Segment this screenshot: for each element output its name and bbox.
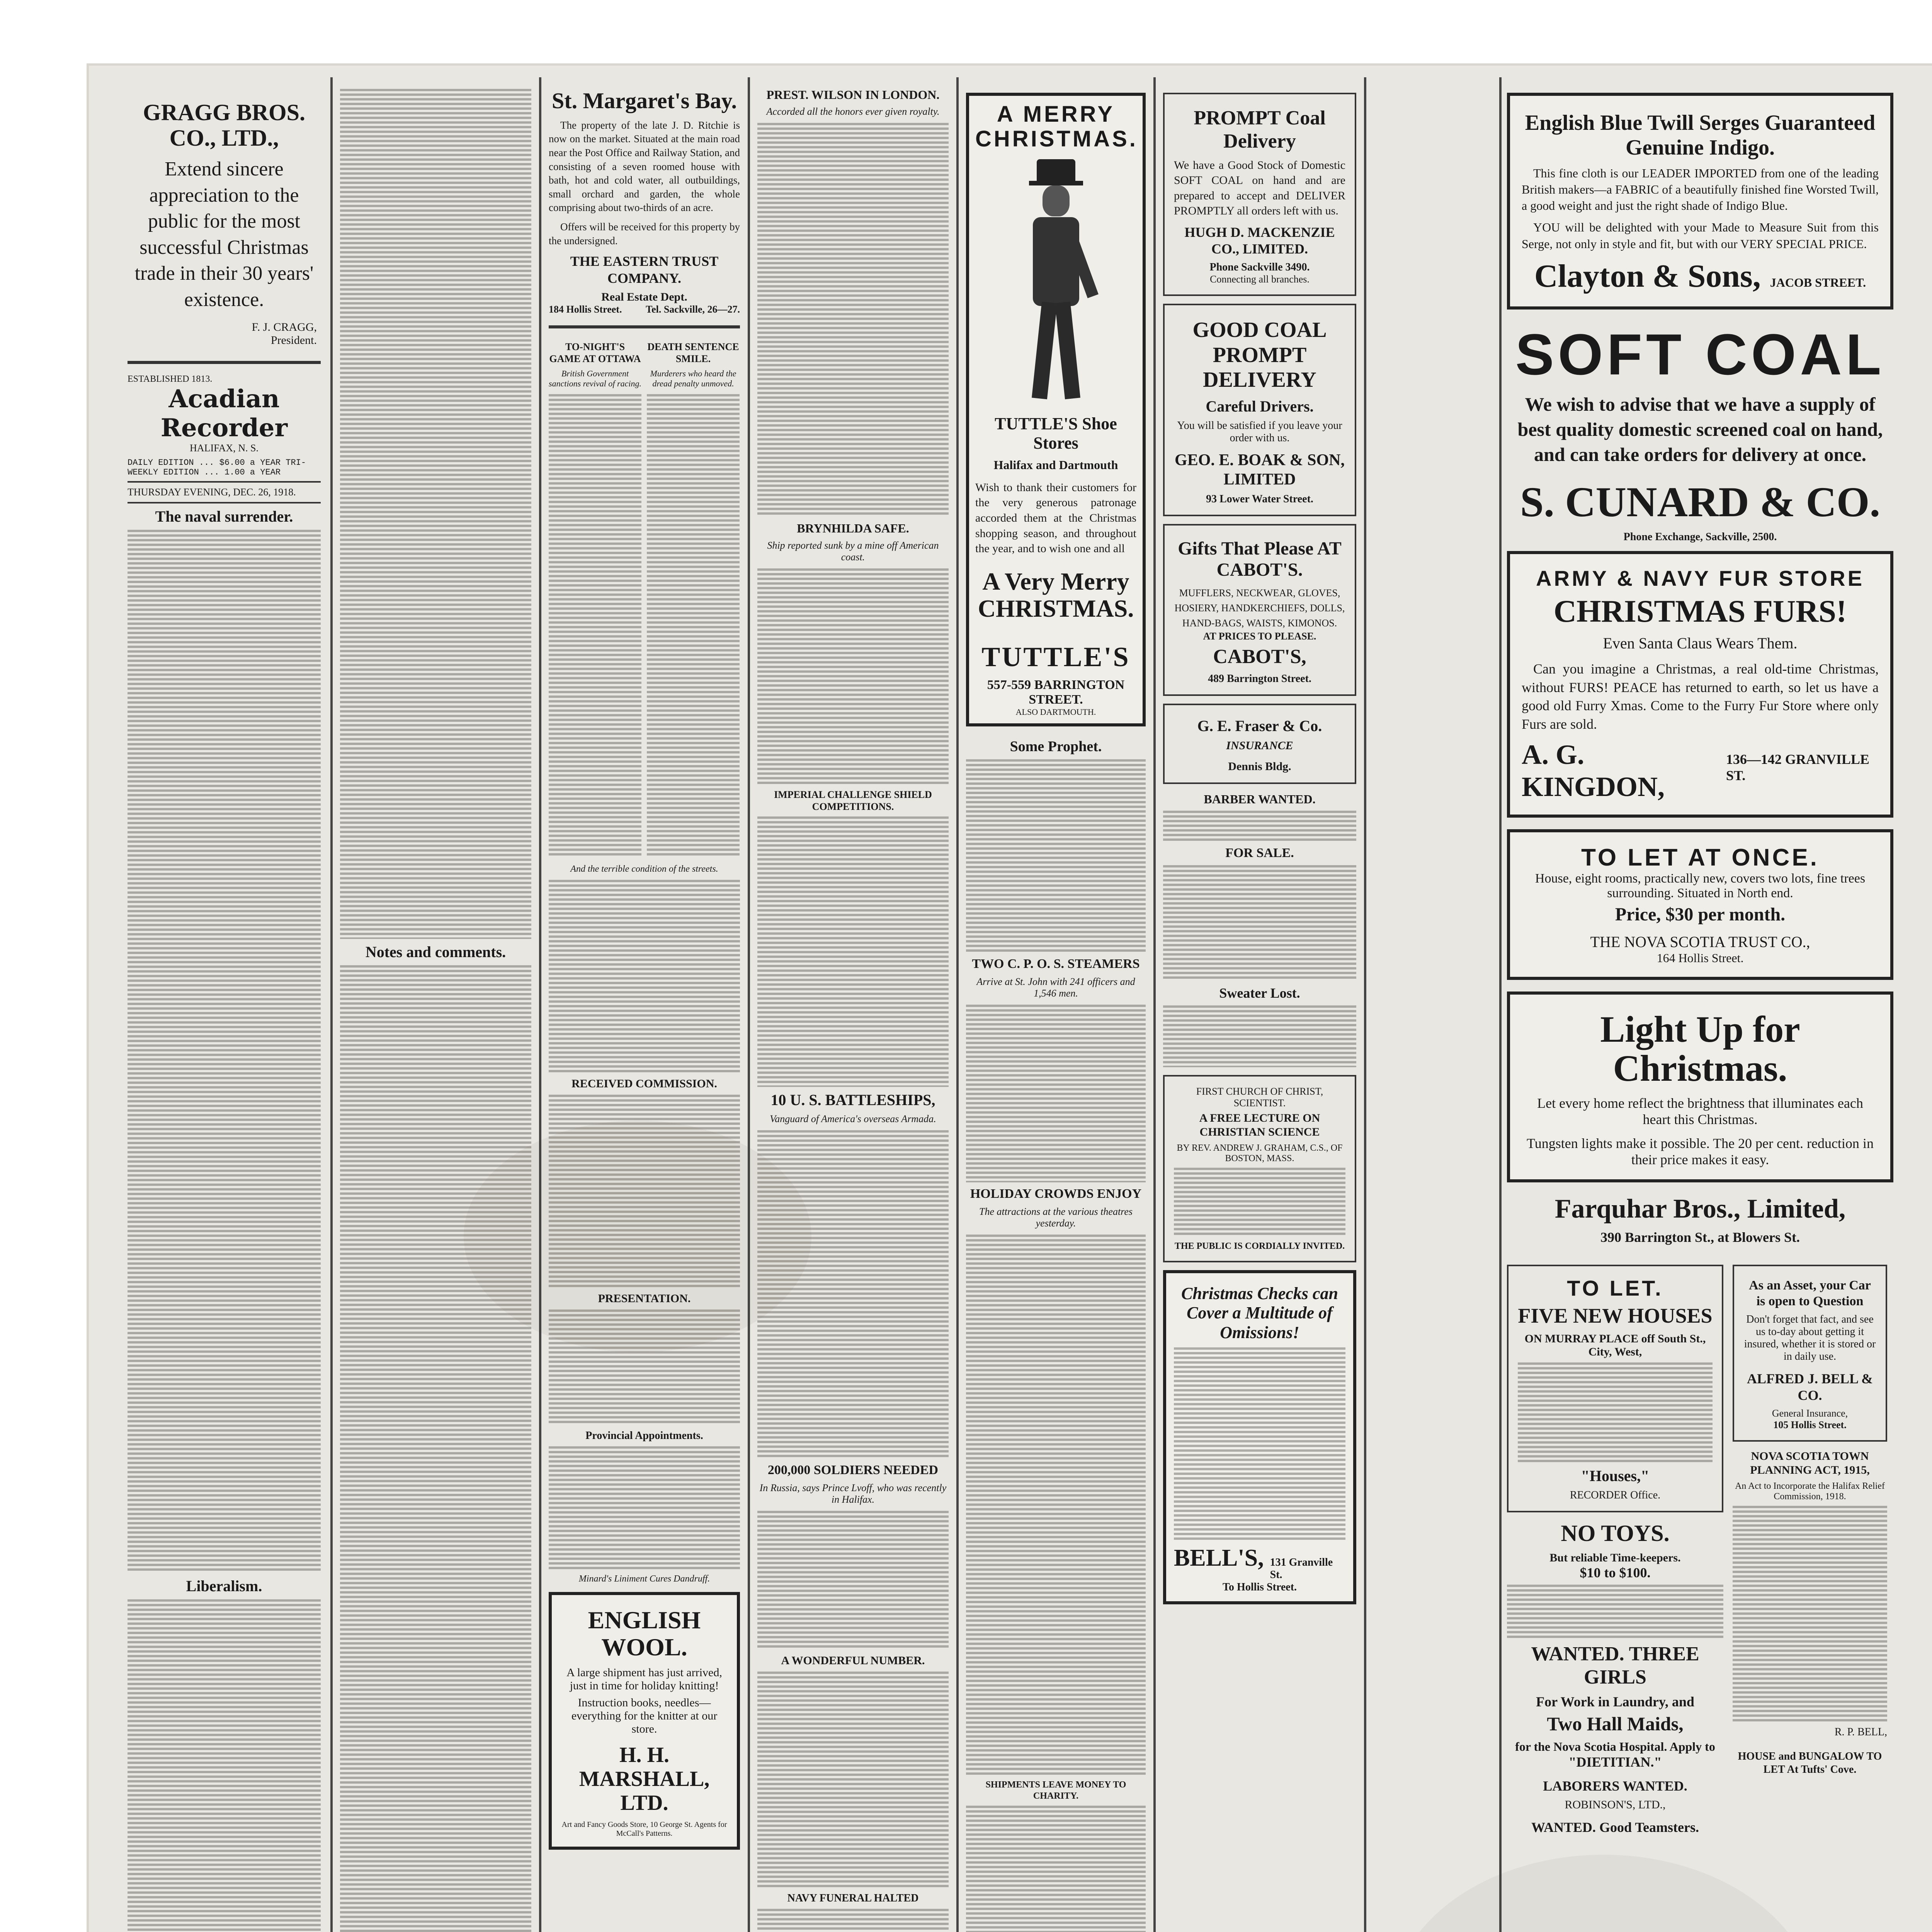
gifts-heading: Gifts That Please AT CABOT'S. (1178, 538, 1342, 580)
death-article (647, 338, 740, 862)
article-text-block (549, 394, 641, 858)
article-text-block (966, 1235, 1146, 1776)
divider (128, 502, 321, 503)
robinsons-name: ROBINSON'S, LTD., (1565, 1798, 1666, 1811)
fraser-insurance: INSURANCE (1226, 739, 1293, 752)
ottawa-sub: British Government sanctions revival of racing. (549, 369, 641, 389)
cpos-sub: Arrive at St. John with 241 officers and 1,546 men. (976, 976, 1135, 999)
checks-heading: Christmas Checks can Cover a Multitude of Omissions! (1181, 1284, 1338, 1342)
sweater-heading: Sweater Lost. (1219, 985, 1300, 1001)
eastern-trust-tel: Tel. Sackville, 26—27. (646, 303, 740, 315)
timekeepers: But reliable Time-keepers. (1549, 1551, 1681, 1565)
english-wool-ad (549, 1592, 740, 1850)
cpos-heading: TWO C. P. O. S. STEAMERS (972, 957, 1140, 971)
to-let-once-ad (1507, 829, 1893, 980)
funeral-heading: NAVY FUNERAL HALTED (787, 1892, 919, 1904)
boak-addr: 93 Lower Water Street. (1206, 493, 1313, 505)
eastern-trust-address: 184 Hollis Street. (549, 303, 622, 315)
light-up-ad (1507, 992, 1893, 1182)
column-1 (128, 85, 321, 1932)
gifts-list: MUFFLERS, NECKWEAR, GLOVES, HOSIERY, HANDKERCHIEFS, DOLLS, HAND-BAGS, WAISTS, KIMONOS. (1174, 587, 1345, 629)
cunard-phone: Phone Exchange, Sackville, 2500. (1623, 531, 1777, 543)
clayton-name: Clayton & Sons, (1534, 258, 1761, 294)
lecture-by: BY REV. ANDREW J. GRAHAM, C.S., OF BOSTON, MASS. (1177, 1143, 1343, 1163)
street-lighting-sub: And the terrible condition of the streets. (570, 864, 718, 874)
wanted-girls: WANTED. THREE GIRLS (1531, 1643, 1699, 1688)
man-illustration (1014, 159, 1099, 406)
english-wool-body: A large shipment has just arrived, just in time for holiday knitting! (566, 1666, 722, 1692)
imperial-heading: IMPERIAL CHALLENGE SHIELD COMPETITIONS. (774, 789, 932, 812)
holiday-heading: HOLIDAY CROWDS ENJOY (970, 1187, 1142, 1201)
church-name: FIRST CHURCH OF CHRIST, SCIENTIST. (1196, 1085, 1323, 1109)
bottom-ads-row (1507, 1257, 1893, 1840)
hospital-line: for the Nova Scotia Hospital. Apply to (1515, 1740, 1715, 1754)
bell-insurance-ad (1733, 1265, 1887, 1442)
mackenzie-branch: Connecting all branches. (1210, 274, 1310, 285)
masthead-date: THURSDAY EVENING, DEC. 26, 1918. (128, 486, 296, 498)
phillips-signature: R. P. BELL, (1834, 1726, 1887, 1738)
article-text-block (128, 530, 321, 1573)
tuttle-city: Halifax and Dartmouth (993, 457, 1118, 472)
prompt-body: We have a Good Stock of Domestic SOFT COAL on hand and are prepared to accept and DELIVER PROMPTLY all orders left with us. (1174, 158, 1345, 218)
mackenzie-ad (1163, 93, 1356, 296)
light-up-heading: Light Up for Christmas. (1600, 1009, 1800, 1089)
tuttle-addr: 557-559 BARRINGTON STREET. (987, 677, 1125, 707)
st-margarets-offers: Offers will be received for this property by the undersigned. (549, 221, 740, 247)
mackenzie-name: HUGH D. MACKENZIE CO., LIMITED. (1184, 224, 1335, 257)
article-text-block (757, 1909, 949, 1932)
st-margarets-title: St. Margaret's Bay. (552, 88, 737, 113)
holiday-sub: The attractions at the various theatres yesterday. (979, 1206, 1133, 1229)
column-7 (1507, 85, 1893, 1932)
bells-name: BELL'S, (1174, 1544, 1264, 1571)
serges-heading: English Blue Twill Serges Guaranteed Genuine Indigo. (1525, 111, 1876, 160)
presentation-heading: PRESENTATION. (598, 1292, 691, 1305)
gragg-signature-title: President. (270, 333, 317, 347)
column-rule (1364, 77, 1366, 1932)
article-text-block (1733, 1506, 1887, 1722)
house-bungalow: HOUSE and BUNGALOW TO LET At Tufts' Cove. (1738, 1750, 1882, 1776)
death-sub: Murderers who heard the dread penalty unmoved. (650, 369, 736, 389)
tuttle-also: ALSO DARTMOUTH. (1015, 707, 1096, 717)
naval-surrender-heading: The naval surrender. (155, 507, 293, 525)
gragg-ad (128, 93, 321, 351)
masthead-place: HALIFAX, N. S. (190, 442, 259, 454)
notes-comments-heading: Notes and comments. (365, 943, 506, 961)
article-text-block (966, 1806, 1146, 1932)
article-text-block (966, 759, 1146, 952)
careful-drivers: Careful Drivers. (1206, 397, 1314, 415)
soft-coal-heading: SOFT COAL (1515, 321, 1885, 387)
clayton-ad (1507, 93, 1893, 310)
cunard-name: S. CUNARD & CO. (1520, 478, 1880, 526)
kingdon-addr: 136—142 GRANVILLE ST. (1726, 752, 1869, 784)
article-text-block (757, 568, 949, 785)
column-rule (1153, 77, 1156, 1932)
masthead-established: ESTABLISHED 1813. (128, 374, 213, 384)
column-rule (330, 77, 333, 1932)
shipments-heading: SHIPMENTS LEAVE MONEY TO CHARITY. (985, 1779, 1126, 1801)
light-body2: Tungsten lights make it possible. The 20 per cent. reduction in their price makes it easy. (1527, 1135, 1874, 1167)
liberalism-heading: Liberalism. (186, 1577, 262, 1595)
article-text-block (757, 1511, 949, 1650)
english-wool-body2: Instruction books, needles—everything for the knitter at our store. (571, 1696, 718, 1736)
article-text-block (1507, 1585, 1723, 1639)
brynhilda-heading: BRYNHILDA SAFE. (797, 521, 909, 536)
serges-body: This fine cloth is our LEADER IMPORTED from one of the leading British makers—a FABRIC of a beautifully finished fine Worsted Twill, a good weight and just the right shade of Indigo Blue. (1522, 166, 1879, 213)
maids-line: Two Hall Maids, (1547, 1713, 1684, 1735)
for-sale-heading: FOR SALE. (1225, 845, 1294, 860)
clayton-sign (1522, 257, 1879, 295)
provincial-heading: Provincial Appointments. (585, 1430, 703, 1442)
serges-body2: YOU will be delighted with your Made to Measure Suit from this Serge, not only in style and fit, but with our VERY SPECIAL PRICE. (1522, 220, 1879, 251)
farquhar-name: Farquhar Bros., Limited, (1554, 1194, 1846, 1224)
article-text-block (757, 123, 949, 517)
column-6 (1163, 85, 1356, 1932)
army-navy-heading: ARMY & NAVY FUR STORE (1536, 566, 1864, 590)
article-text-block (757, 816, 949, 1087)
soldiers-sub: In Russia, says Prince Lvoff, who was recently in Halifax. (759, 1482, 947, 1505)
wilson-sub: Accorded all the honors ever given royalty. (766, 106, 940, 117)
kingdon-name: A. G. KINGDON, (1522, 739, 1665, 803)
gifts-prices: AT PRICES TO PLEASE. (1203, 630, 1316, 642)
fraser-dennis: Dennis Bldg. (1228, 760, 1291, 773)
article-text-block (757, 1672, 949, 1888)
no-toys-heading: NO TOYS. (1561, 1520, 1670, 1546)
column-rule (1499, 77, 1502, 1932)
article-text-block (757, 1130, 949, 1459)
wonderful-heading: A WONDERFUL NUMBER. (781, 1654, 925, 1667)
column-rule (748, 77, 750, 1932)
marshall-name: H. H. MARSHALL, LTD. (579, 1743, 710, 1815)
divider (128, 481, 321, 483)
boak-ad (1163, 304, 1356, 516)
nova-trust-addr: 164 Hollis Street. (1656, 951, 1744, 965)
english-wool-title: ENGLISH WOOL. (588, 1606, 701, 1661)
bottom-right-ads (1733, 1257, 1887, 1840)
masthead-rates: DAILY EDITION ... $6.00 a YEAR TRI-WEEKLY EDITION ... 1.00 a YEAR (128, 457, 306, 477)
article-text-block (1518, 1362, 1713, 1463)
bells-ad (1163, 1270, 1356, 1604)
kingdon-sign (1522, 739, 1879, 803)
article-text-block (1174, 1168, 1345, 1237)
article-text-block (1163, 865, 1356, 981)
laborers-heading: LABORERS WANTED. (1543, 1778, 1687, 1794)
houses-ad (1507, 1265, 1723, 1512)
five-houses: FIVE NEW HOUSES (1518, 1304, 1713, 1327)
to-let-body: House, eight rooms, practically new, covers two lots, fine trees surrounding. Situated in North end. (1535, 871, 1866, 901)
cabots-addr: 489 Barrington Street. (1208, 673, 1311, 685)
cabots-name: CABOT'S, (1213, 645, 1306, 668)
article-text-block (1163, 1005, 1356, 1067)
bell-addr: 105 Hollis Street. (1773, 1419, 1847, 1430)
to-let-once-heading: TO LET AT ONCE. (1581, 844, 1819, 871)
article-text-block (340, 965, 531, 1932)
good-coal-heading: GOOD COAL PROMPT DELIVERY (1192, 318, 1327, 392)
article-text-block (549, 1310, 740, 1425)
prophet-heading: Some Prophet. (1010, 738, 1102, 755)
soft-coal-body: We wish to advise that we have a supply of best quality domestic screened coal on hand, and can take orders for delivery at once. (1517, 393, 1883, 465)
column-5 (966, 85, 1146, 1932)
two-column-row (549, 338, 740, 862)
tuttle-name: TUTTLE'S Shoe Stores (995, 414, 1117, 453)
houses-recorder: "Houses," (1581, 1467, 1650, 1485)
eastern-trust-contact (549, 304, 740, 315)
laundry-line: For Work in Laundry, and (1536, 1694, 1694, 1709)
article-text-block (549, 1095, 740, 1288)
minard-footer: Minard's Liniment Cures Dandruff. (578, 1573, 710, 1584)
murray-place: ON MURRAY PLACE off South St., City, West, (1524, 1332, 1706, 1359)
to-let-price: Price, $30 per month. (1615, 904, 1786, 925)
wilson-heading: PREST. WILSON IN LONDON. (766, 88, 940, 102)
bells-sub: To Hollis Street. (1222, 1581, 1297, 1593)
article-text-block (1163, 811, 1356, 842)
divider (128, 361, 321, 364)
divider (549, 325, 740, 328)
christmas-furs: CHRISTMAS FURS! (1553, 593, 1847, 629)
st-margarets-body: The property of the late J. D. Ritchie is now on the market. Situated at the main road near the Post Office and Railway Station, and consisting of a seven roomed house with bath, hot and cold water, all outbuildings, small orchard and garden, the whole comprising about two-thirds of an acre. (549, 119, 740, 214)
gragg-message: Extend sincere appreciation to the public for the most successful Christmas trade in their 30 years' existence. (134, 158, 314, 311)
cabots-ad (1163, 524, 1356, 696)
planning-sub: An Act to Incorporate the Halifax Relief Commission, 1918. (1735, 1481, 1885, 1502)
tuttle-big: TUTTLE'S (981, 641, 1130, 672)
merry-christmas-banner: A MERRY CHRISTMAS. (975, 102, 1138, 151)
ottawa-heading: TO-NIGHT'S GAME AT OTTAWA (549, 341, 641, 364)
nova-trust-name: THE NOVA SCOTIA TRUST CO., (1590, 933, 1810, 951)
battleships-sub: Vanguard of America's overseas Armada. (770, 1113, 936, 1125)
masthead-title: Acadian Recorder (160, 384, 288, 442)
article-text-block (340, 89, 531, 939)
ottawa-article (549, 338, 641, 862)
column-rule (956, 77, 959, 1932)
article-text-block (549, 1446, 740, 1570)
bell-co-name: ALFRED J. BELL & CO. (1747, 1371, 1873, 1403)
boak-name: GEO. E. BOAK & SON, LIMITED (1175, 451, 1345, 488)
very-merry: A Very Merry CHRISTMAS. (978, 567, 1134, 622)
gragg-headline: GRAGG BROS. CO., LTD., (143, 100, 306, 151)
battleships-heading: 10 U. S. BATTLESHIPS, (770, 1091, 935, 1109)
eastern-trust-name: THE EASTERN TRUST COMPANY. (570, 253, 719, 286)
price-range: $10 to $100. (1580, 1565, 1651, 1581)
bells-sign (1174, 1544, 1345, 1581)
teamsters-heading: WANTED. Good Teamsters. (1531, 1820, 1699, 1835)
tuttle-body: Wish to thank their customers for the very generous patronage accorded them at the Christmas shopping season, and throughout the year, and to wish one and all (975, 481, 1136, 555)
column-2 (340, 85, 531, 1932)
article-text-block (549, 880, 740, 1073)
bottom-left-ads (1507, 1257, 1723, 1840)
asset-heading: As an Asset, your Car is open to Question (1749, 1278, 1871, 1308)
bell-agents: General Insurance, (1772, 1407, 1848, 1419)
lecture-heading: A FREE LECTURE ON CHRISTIAN SCIENCE (1199, 1111, 1320, 1138)
church-ad (1163, 1075, 1356, 1262)
light-body: Let every home reflect the brightness that illuminates each heart this Christmas. (1537, 1095, 1863, 1127)
received-commission-heading: RECEIVED COMMISSION. (571, 1077, 717, 1090)
furs-body: Can you imagine a Christmas, a real old-time Christmas, without FURS! PEACE has returned to earth, so let us have a good old Furry Xmas. Come to the Furry Fur Store where only Furs are sold. (1522, 661, 1879, 732)
article-text-block (966, 1005, 1146, 1182)
article-text-block (128, 1599, 321, 1932)
fraser-ad (1163, 704, 1356, 784)
column-4 (757, 85, 949, 1932)
column-rule (539, 77, 541, 1932)
bells-addr: 131 Granville St. (1270, 1556, 1333, 1581)
careful-body: You will be satisfied if you leave your order with us. (1177, 419, 1342, 444)
gragg-signature: F. J. CRAGG, (252, 320, 317, 333)
planning-heading: NOVA SCOTIA TOWN PLANNING ACT, 1915, (1750, 1449, 1870, 1476)
barber-heading: BARBER WANTED. (1204, 792, 1316, 806)
marshall-sub: Art and Fancy Goods Store, 10 George St. Agents for McCall's Patterns. (561, 1820, 727, 1838)
kingdon-ad (1507, 551, 1893, 818)
asset-body: Don't forget that fact, and see us to-day about getting it insured, whether it is stored or in daily use. (1744, 1313, 1876, 1362)
fraser-name: G. E. Fraser & Co. (1197, 717, 1322, 735)
dietitian-line: "DIETITIAN." (1568, 1754, 1662, 1770)
farquhar-addr: 390 Barrington St., at Blowers St. (1600, 1229, 1800, 1245)
prompt-heading: PROMPT Coal Delivery (1194, 107, 1326, 152)
death-heading: DEATH SENTENCE SMILE. (647, 341, 739, 364)
mackenzie-phone: Phone Sackville 3490. (1209, 261, 1310, 274)
brynhilda-sub: Ship reported sunk by a mine off American coast. (767, 539, 939, 563)
lecture-public: THE PUBLIC IS CORDIALLY INVITED. (1174, 1241, 1345, 1251)
recorder-office: RECORDER Office. (1570, 1489, 1661, 1502)
santa-line: Even Santa Claus Wears Them. (1603, 634, 1798, 652)
column-3 (549, 85, 740, 1932)
soldiers-heading: 200,000 SOLDIERS NEEDED (767, 1463, 939, 1478)
eastern-trust-dept: Real Estate Dept. (601, 290, 687, 303)
to-let-heading: TO LET. (1567, 1276, 1663, 1300)
clayton-street: JACOB STREET. (1770, 275, 1866, 289)
article-text-block (647, 394, 740, 858)
tuttle-ad (966, 93, 1146, 726)
article-text-block (1174, 1347, 1345, 1541)
